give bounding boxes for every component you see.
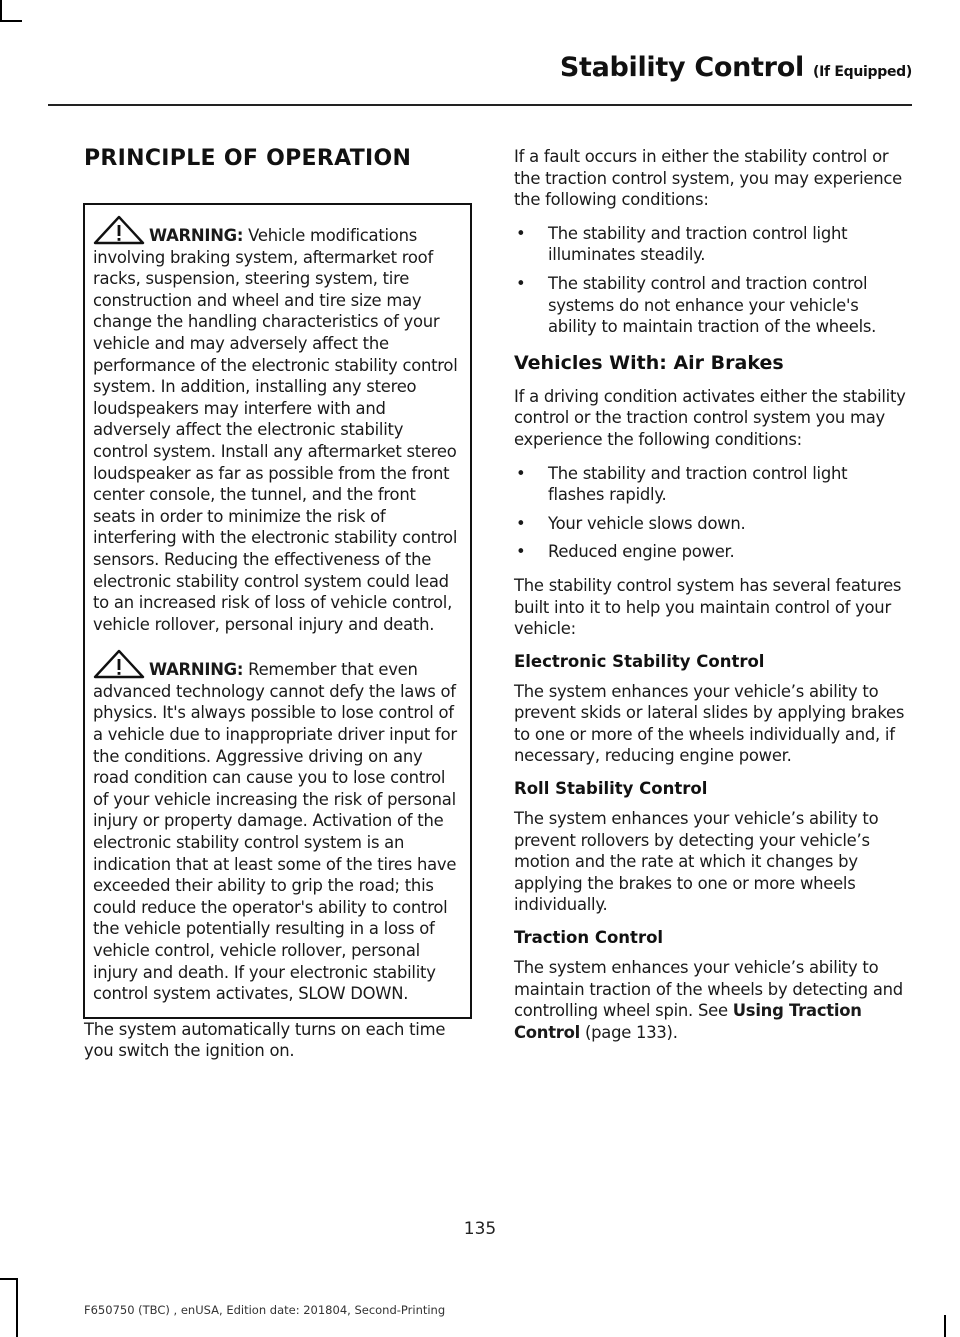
page-header-title	[560, 52, 912, 83]
cross-reference-link[interactable]: Using Traction Control	[514, 1001, 862, 1042]
bullet-glyph: •	[516, 223, 526, 243]
warning-triangle-icon	[93, 649, 145, 679]
list-item	[514, 541, 908, 563]
list-item	[514, 223, 908, 266]
left-column	[84, 146, 472, 1074]
list-item	[514, 513, 908, 535]
feature-title-rsc: Roll Stability Control	[514, 779, 708, 799]
footer-edition-info: F650750 (TBC) , enUSA, Edition date: 201804, Second-Printing	[84, 1303, 446, 1317]
list-item-text: Your vehicle slows down.	[548, 513, 746, 533]
subsection-title: Vehicles With: Air Brakes	[514, 351, 784, 374]
body-paragraph: If a fault occurs in either the stability control or the traction control system, you may experience the following conditions:	[514, 147, 902, 210]
page-number: 135	[463, 1219, 497, 1239]
warning-text: Vehicle modifications involving braking system, aftermarket roof racks, suspension, steering system, tire construction and wheel and tire size may change the handling characteristics of your vehicle and may adversely affect the performance of the electronic stability control system. In addition, installing any stereo loudspeakers may interfere with and adversely affect the electronic stability control system. Install any aftermarket stereo loudspeaker as far as possible from the front center console, the tunnel, and the front seats in order to minimize the risk of interfering with the electronic stability control sensors. Reducing the effectiveness of the electronic stability control system could lead to an increased risk of loss of vehicle control, vehicle rollover, personal injury and death.	[93, 226, 458, 634]
header-title-text: Stability Control	[559, 52, 804, 83]
crop-mark	[944, 1315, 946, 1337]
warning-paragraph	[93, 649, 462, 1005]
header-subtitle: (If Equipped)	[813, 64, 912, 80]
list-item-text: The stability control and traction control systems do not enhance your vehicle's ability to maintain traction of the wheels.	[548, 273, 877, 337]
crop-mark	[0, 0, 2, 22]
feature-title-traction-control: Traction Control	[514, 928, 664, 948]
bullet-glyph: •	[516, 513, 526, 533]
warning-label: WARNING:	[149, 660, 244, 680]
body-paragraph: If a driving condition activates either the stability control or the traction control system you may experience the following conditions:	[514, 386, 906, 449]
crop-mark	[16, 1278, 18, 1337]
body-paragraph	[514, 957, 908, 1043]
bullet-glyph: •	[516, 463, 526, 483]
warning-box	[83, 203, 472, 1019]
crop-mark	[0, 20, 22, 22]
warning-text: Remember that even advanced technology cannot defy the laws of physics. It's always possible to lose control of a vehicle due to inappropriate driver input for the conditions. Aggressive driving on any road condition can cause you to lose control of your vehicle increasing the risk of personal injury or property damage. Activation of the electronic stability control system is an indication that at least some of the tires have exceeded their ability to grip the road; this could reduce the operator's ability to control the vehicle potentially resulting in a loss of vehicle control, vehicle rollover, personal injury and death. If your electronic stability control system activates, SLOW DOWN.	[93, 660, 457, 1004]
body-paragraph: The system enhances your vehicle’s ability to prevent skids or lateral slides by applying brakes to one or more of the wheels individually and, if necessary, reducing engine power.	[514, 681, 905, 766]
section-title: PRINCIPLE OF OPERATION	[84, 146, 412, 171]
air-brakes-conditions-list	[514, 463, 908, 563]
feature-title-esc: Electronic Stability Control	[514, 651, 765, 671]
warning-triangle-icon	[93, 215, 145, 245]
header-divider	[48, 104, 912, 106]
list-item	[514, 273, 908, 338]
list-item-text: The stability and traction control light flashes rapidly.	[548, 463, 848, 505]
list-item-text: The stability and traction control light illuminates steadily.	[548, 223, 848, 265]
bullet-glyph: •	[516, 542, 526, 562]
body-paragraph: The system automatically turns on each time you switch the ignition on.	[84, 1019, 446, 1061]
warning-label: WARNING:	[149, 226, 244, 245]
fault-conditions-list	[514, 223, 908, 338]
body-paragraph: The stability control system has several features built into it to help you maintain control of your vehicle:	[514, 575, 902, 639]
page-reference: (page 133).	[584, 1022, 678, 1042]
list-item	[514, 463, 908, 506]
warning-paragraph	[93, 215, 462, 635]
traction-control-text: The system enhances your vehicle’s ability to maintain traction of the wheels by detecting and controlling wheel spin. See	[514, 958, 903, 1021]
right-column	[514, 146, 908, 1055]
list-item-text: Reduced engine power.	[548, 542, 735, 562]
body-paragraph: The system enhances your vehicle’s ability to prevent rollovers by detecting your vehicle’s motion and the rate at which it changes by applying the brakes to one or more wheels individually.	[514, 809, 879, 915]
bullet-glyph: •	[516, 273, 526, 293]
crop-mark	[0, 1278, 18, 1280]
